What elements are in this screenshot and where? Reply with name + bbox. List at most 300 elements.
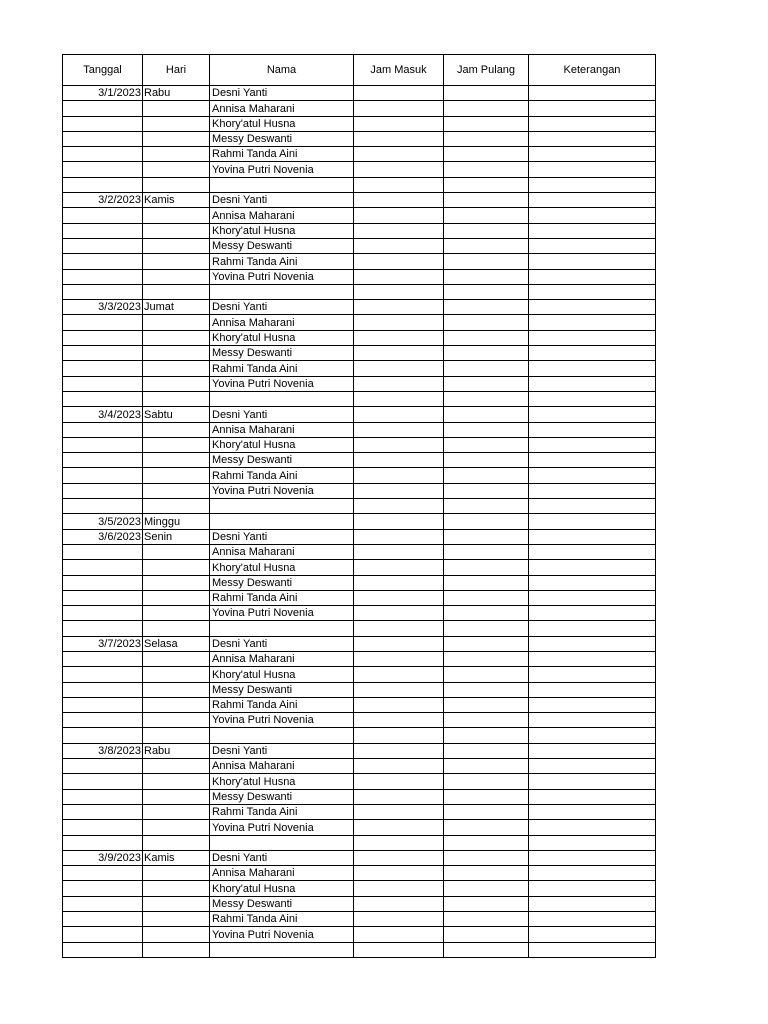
nama-cell: Khory'atul Husna (210, 774, 354, 789)
jam-masuk-cell (354, 361, 444, 376)
jam-masuk-cell (354, 560, 444, 575)
table-row (63, 361, 656, 376)
hari-cell (143, 422, 210, 437)
hari-cell (143, 835, 210, 850)
keterangan-cell (529, 422, 656, 437)
table-row (63, 667, 656, 682)
hari-cell (143, 254, 210, 269)
jam-pulang-cell (444, 636, 529, 651)
hari-cell (143, 912, 210, 927)
tanggal-cell: 3/1/2023 (63, 86, 143, 101)
jam-pulang-cell (444, 896, 529, 911)
tanggal-cell (63, 896, 143, 911)
jam-pulang-cell (444, 238, 529, 253)
tanggal-cell (63, 881, 143, 896)
hari-cell (143, 896, 210, 911)
nama-cell: Desni Yanti (210, 407, 354, 422)
table-row (63, 713, 656, 728)
jam-pulang-cell (444, 590, 529, 605)
table-row (63, 468, 656, 483)
jam-pulang-cell (444, 330, 529, 345)
table-row (63, 223, 656, 238)
jam-pulang-cell (444, 361, 529, 376)
table-row (63, 300, 656, 315)
nama-cell: Khory'atul Husna (210, 881, 354, 896)
nama-cell: Messy Deswanti (210, 575, 354, 590)
jam-masuk-cell (354, 728, 444, 743)
keterangan-cell (529, 193, 656, 208)
jam-masuk-cell (354, 881, 444, 896)
tanggal-cell (63, 284, 143, 299)
nama-cell: Annisa Maharani (210, 315, 354, 330)
tanggal-cell (63, 437, 143, 452)
jam-pulang-cell (444, 300, 529, 315)
nama-cell: Rahmi Tanda Aini (210, 361, 354, 376)
jam-masuk-cell (354, 743, 444, 758)
tanggal-cell: 3/4/2023 (63, 407, 143, 422)
tanggal-cell (63, 575, 143, 590)
keterangan-cell (529, 728, 656, 743)
jam-masuk-cell (354, 713, 444, 728)
table-row (63, 437, 656, 452)
jam-masuk-cell (354, 238, 444, 253)
table-row (63, 208, 656, 223)
nama-cell (210, 177, 354, 192)
nama-cell: Desni Yanti (210, 193, 354, 208)
keterangan-cell (529, 820, 656, 835)
header-hari: Hari (143, 55, 210, 86)
jam-pulang-cell (444, 942, 529, 957)
table-row (63, 896, 656, 911)
jam-pulang-cell (444, 437, 529, 452)
hari-cell (143, 468, 210, 483)
keterangan-cell (529, 759, 656, 774)
attendance-table (62, 54, 656, 958)
jam-pulang-cell (444, 789, 529, 804)
jam-masuk-cell (354, 422, 444, 437)
table-row (63, 514, 656, 529)
jam-pulang-cell (444, 651, 529, 666)
nama-cell (210, 514, 354, 529)
jam-pulang-cell (444, 850, 529, 865)
hari-cell (143, 391, 210, 406)
jam-masuk-cell (354, 835, 444, 850)
jam-masuk-cell (354, 927, 444, 942)
jam-masuk-cell (354, 682, 444, 697)
jam-pulang-cell (444, 544, 529, 559)
hari-cell (143, 942, 210, 957)
jam-masuk-cell (354, 391, 444, 406)
jam-masuk-cell (354, 590, 444, 605)
tanggal-cell: 3/3/2023 (63, 300, 143, 315)
table-row (63, 193, 656, 208)
jam-pulang-cell (444, 713, 529, 728)
tanggal-cell: 3/9/2023 (63, 850, 143, 865)
table-row (63, 346, 656, 361)
table-row (63, 101, 656, 116)
tanggal-cell (63, 651, 143, 666)
jam-pulang-cell (444, 162, 529, 177)
hari-cell (143, 330, 210, 345)
nama-cell: Messy Deswanti (210, 131, 354, 146)
jam-masuk-cell (354, 468, 444, 483)
jam-masuk-cell (354, 651, 444, 666)
keterangan-cell (529, 208, 656, 223)
keterangan-cell (529, 437, 656, 452)
jam-pulang-cell (444, 697, 529, 712)
hari-cell (143, 789, 210, 804)
table-row (63, 697, 656, 712)
tanggal-cell (63, 621, 143, 636)
table-row (63, 866, 656, 881)
jam-masuk-cell (354, 193, 444, 208)
tanggal-cell (63, 606, 143, 621)
keterangan-cell (529, 651, 656, 666)
tanggal-cell (63, 269, 143, 284)
hari-cell (143, 453, 210, 468)
jam-masuk-cell (354, 606, 444, 621)
table-row (63, 177, 656, 192)
table-row (63, 147, 656, 162)
jam-pulang-cell (444, 606, 529, 621)
keterangan-cell (529, 330, 656, 345)
hari-cell: Jumat (143, 300, 210, 315)
keterangan-cell (529, 590, 656, 605)
jam-masuk-cell (354, 254, 444, 269)
nama-cell: Desni Yanti (210, 300, 354, 315)
jam-pulang-cell (444, 147, 529, 162)
nama-cell: Yovina Putri Novenia (210, 269, 354, 284)
table-row (63, 881, 656, 896)
tanggal-cell (63, 116, 143, 131)
keterangan-cell (529, 636, 656, 651)
nama-cell (210, 499, 354, 514)
nama-cell: Messy Deswanti (210, 896, 354, 911)
jam-masuk-cell (354, 942, 444, 957)
table-row (63, 912, 656, 927)
nama-cell: Annisa Maharani (210, 866, 354, 881)
hari-cell (143, 177, 210, 192)
table-row (63, 942, 656, 957)
table-row (63, 804, 656, 819)
hari-cell: Selasa (143, 636, 210, 651)
keterangan-cell (529, 575, 656, 590)
hari-cell (143, 437, 210, 452)
table-row (63, 575, 656, 590)
keterangan-cell (529, 86, 656, 101)
jam-masuk-cell (354, 437, 444, 452)
tanggal-cell (63, 376, 143, 391)
keterangan-cell (529, 743, 656, 758)
table-row (63, 835, 656, 850)
jam-pulang-cell (444, 820, 529, 835)
nama-cell: Messy Deswanti (210, 453, 354, 468)
hari-cell (143, 116, 210, 131)
hari-cell (143, 269, 210, 284)
keterangan-cell (529, 147, 656, 162)
nama-cell: Desni Yanti (210, 850, 354, 865)
jam-pulang-cell (444, 529, 529, 544)
jam-masuk-cell (354, 453, 444, 468)
keterangan-cell (529, 713, 656, 728)
hari-cell: Minggu (143, 514, 210, 529)
tanggal-cell (63, 483, 143, 498)
table-row (63, 850, 656, 865)
keterangan-cell (529, 804, 656, 819)
tanggal-cell (63, 468, 143, 483)
hari-cell (143, 284, 210, 299)
keterangan-cell (529, 667, 656, 682)
hari-cell (143, 606, 210, 621)
nama-cell: Yovina Putri Novenia (210, 713, 354, 728)
hari-cell (143, 728, 210, 743)
tanggal-cell (63, 254, 143, 269)
hari-cell (143, 713, 210, 728)
hari-cell: Rabu (143, 743, 210, 758)
nama-cell (210, 835, 354, 850)
tanggal-cell (63, 361, 143, 376)
tanggal-cell (63, 682, 143, 697)
tanggal-cell: 3/7/2023 (63, 636, 143, 651)
table-row (63, 651, 656, 666)
hari-cell: Sabtu (143, 407, 210, 422)
nama-cell: Rahmi Tanda Aini (210, 804, 354, 819)
nama-cell (210, 621, 354, 636)
keterangan-cell (529, 254, 656, 269)
jam-masuk-cell (354, 346, 444, 361)
keterangan-cell (529, 560, 656, 575)
tanggal-cell (63, 544, 143, 559)
keterangan-cell (529, 177, 656, 192)
jam-masuk-cell (354, 697, 444, 712)
table-row (63, 254, 656, 269)
nama-cell: Khory'atul Husna (210, 330, 354, 345)
tanggal-cell (63, 774, 143, 789)
nama-cell: Yovina Putri Novenia (210, 820, 354, 835)
hari-cell (143, 361, 210, 376)
jam-pulang-cell (444, 346, 529, 361)
tanggal-cell (63, 177, 143, 192)
jam-pulang-cell (444, 866, 529, 881)
table-row (63, 131, 656, 146)
nama-cell: Khory'atul Husna (210, 223, 354, 238)
nama-cell: Rahmi Tanda Aini (210, 590, 354, 605)
hari-cell: Senin (143, 529, 210, 544)
jam-pulang-cell (444, 116, 529, 131)
nama-cell: Rahmi Tanda Aini (210, 254, 354, 269)
tanggal-cell (63, 697, 143, 712)
tanggal-cell (63, 391, 143, 406)
keterangan-cell (529, 514, 656, 529)
jam-masuk-cell (354, 269, 444, 284)
nama-cell: Yovina Putri Novenia (210, 162, 354, 177)
header-row (63, 55, 656, 86)
nama-cell: Khory'atul Husna (210, 437, 354, 452)
keterangan-cell (529, 544, 656, 559)
jam-pulang-cell (444, 391, 529, 406)
hari-cell (143, 208, 210, 223)
nama-cell: Khory'atul Husna (210, 667, 354, 682)
table-row (63, 391, 656, 406)
header-jam-pulang: Jam Pulang (444, 55, 529, 86)
keterangan-cell (529, 621, 656, 636)
hari-cell: Kamis (143, 193, 210, 208)
keterangan-cell (529, 162, 656, 177)
jam-masuk-cell (354, 86, 444, 101)
table-row (63, 682, 656, 697)
hari-cell (143, 667, 210, 682)
jam-masuk-cell (354, 850, 444, 865)
table-row (63, 330, 656, 345)
keterangan-cell (529, 789, 656, 804)
jam-pulang-cell (444, 376, 529, 391)
hari-cell (143, 820, 210, 835)
nama-cell: Messy Deswanti (210, 682, 354, 697)
table-row (63, 529, 656, 544)
tanggal-cell (63, 330, 143, 345)
tanggal-cell (63, 713, 143, 728)
jam-pulang-cell (444, 743, 529, 758)
jam-masuk-cell (354, 667, 444, 682)
keterangan-cell (529, 131, 656, 146)
nama-cell (210, 942, 354, 957)
keterangan-cell (529, 346, 656, 361)
jam-masuk-cell (354, 820, 444, 835)
table-row (63, 238, 656, 253)
jam-pulang-cell (444, 208, 529, 223)
jam-pulang-cell (444, 131, 529, 146)
tanggal-cell (63, 912, 143, 927)
hari-cell (143, 560, 210, 575)
jam-masuk-cell (354, 208, 444, 223)
keterangan-cell (529, 238, 656, 253)
jam-masuk-cell (354, 896, 444, 911)
hari-cell (143, 590, 210, 605)
hari-cell (143, 651, 210, 666)
jam-pulang-cell (444, 193, 529, 208)
table-row (63, 499, 656, 514)
table-row (63, 315, 656, 330)
tanggal-cell (63, 208, 143, 223)
jam-masuk-cell (354, 315, 444, 330)
jam-masuk-cell (354, 575, 444, 590)
jam-masuk-cell (354, 866, 444, 881)
nama-cell: Yovina Putri Novenia (210, 606, 354, 621)
keterangan-cell (529, 407, 656, 422)
hari-cell (143, 881, 210, 896)
tanggal-cell (63, 346, 143, 361)
table-row (63, 621, 656, 636)
jam-masuk-cell (354, 774, 444, 789)
hari-cell (143, 483, 210, 498)
nama-cell: Rahmi Tanda Aini (210, 912, 354, 927)
jam-masuk-cell (354, 284, 444, 299)
nama-cell: Annisa Maharani (210, 101, 354, 116)
keterangan-cell (529, 284, 656, 299)
table-row (63, 86, 656, 101)
hari-cell (143, 621, 210, 636)
jam-pulang-cell (444, 254, 529, 269)
hari-cell (143, 682, 210, 697)
table-row (63, 407, 656, 422)
tanggal-cell (63, 789, 143, 804)
keterangan-cell (529, 223, 656, 238)
keterangan-cell (529, 529, 656, 544)
keterangan-cell (529, 453, 656, 468)
table-row (63, 162, 656, 177)
keterangan-cell (529, 315, 656, 330)
jam-pulang-cell (444, 453, 529, 468)
hari-cell (143, 927, 210, 942)
keterangan-cell (529, 896, 656, 911)
table-body (63, 86, 656, 958)
jam-pulang-cell (444, 514, 529, 529)
keterangan-cell (529, 866, 656, 881)
jam-masuk-cell (354, 514, 444, 529)
keterangan-cell (529, 774, 656, 789)
jam-pulang-cell (444, 804, 529, 819)
nama-cell: Desni Yanti (210, 529, 354, 544)
jam-pulang-cell (444, 407, 529, 422)
nama-cell: Annisa Maharani (210, 422, 354, 437)
table-row (63, 606, 656, 621)
table-row (63, 789, 656, 804)
jam-pulang-cell (444, 269, 529, 284)
hari-cell (143, 101, 210, 116)
hari-cell (143, 162, 210, 177)
tanggal-cell: 3/2/2023 (63, 193, 143, 208)
jam-pulang-cell (444, 667, 529, 682)
jam-pulang-cell (444, 86, 529, 101)
tanggal-cell (63, 560, 143, 575)
table-row (63, 590, 656, 605)
keterangan-cell (529, 116, 656, 131)
jam-masuk-cell (354, 116, 444, 131)
tanggal-cell (63, 866, 143, 881)
hari-cell (143, 866, 210, 881)
hari-cell (143, 774, 210, 789)
tanggal-cell (63, 315, 143, 330)
nama-cell: Messy Deswanti (210, 346, 354, 361)
hari-cell (143, 238, 210, 253)
keterangan-cell (529, 300, 656, 315)
tanggal-cell (63, 835, 143, 850)
tanggal-cell (63, 820, 143, 835)
tanggal-cell (63, 942, 143, 957)
jam-pulang-cell (444, 315, 529, 330)
hari-cell (143, 575, 210, 590)
jam-pulang-cell (444, 881, 529, 896)
hari-cell (143, 315, 210, 330)
table-row (63, 743, 656, 758)
nama-cell (210, 284, 354, 299)
tanggal-cell (63, 499, 143, 514)
jam-masuk-cell (354, 177, 444, 192)
nama-cell: Desni Yanti (210, 743, 354, 758)
jam-masuk-cell (354, 912, 444, 927)
tanggal-cell (63, 927, 143, 942)
header-keterangan: Keterangan (529, 55, 656, 86)
hari-cell (143, 804, 210, 819)
nama-cell: Rahmi Tanda Aini (210, 697, 354, 712)
nama-cell: Rahmi Tanda Aini (210, 468, 354, 483)
tanggal-cell (63, 804, 143, 819)
jam-pulang-cell (444, 468, 529, 483)
hari-cell (143, 544, 210, 559)
nama-cell: Messy Deswanti (210, 238, 354, 253)
jam-masuk-cell (354, 483, 444, 498)
nama-cell: Yovina Putri Novenia (210, 483, 354, 498)
